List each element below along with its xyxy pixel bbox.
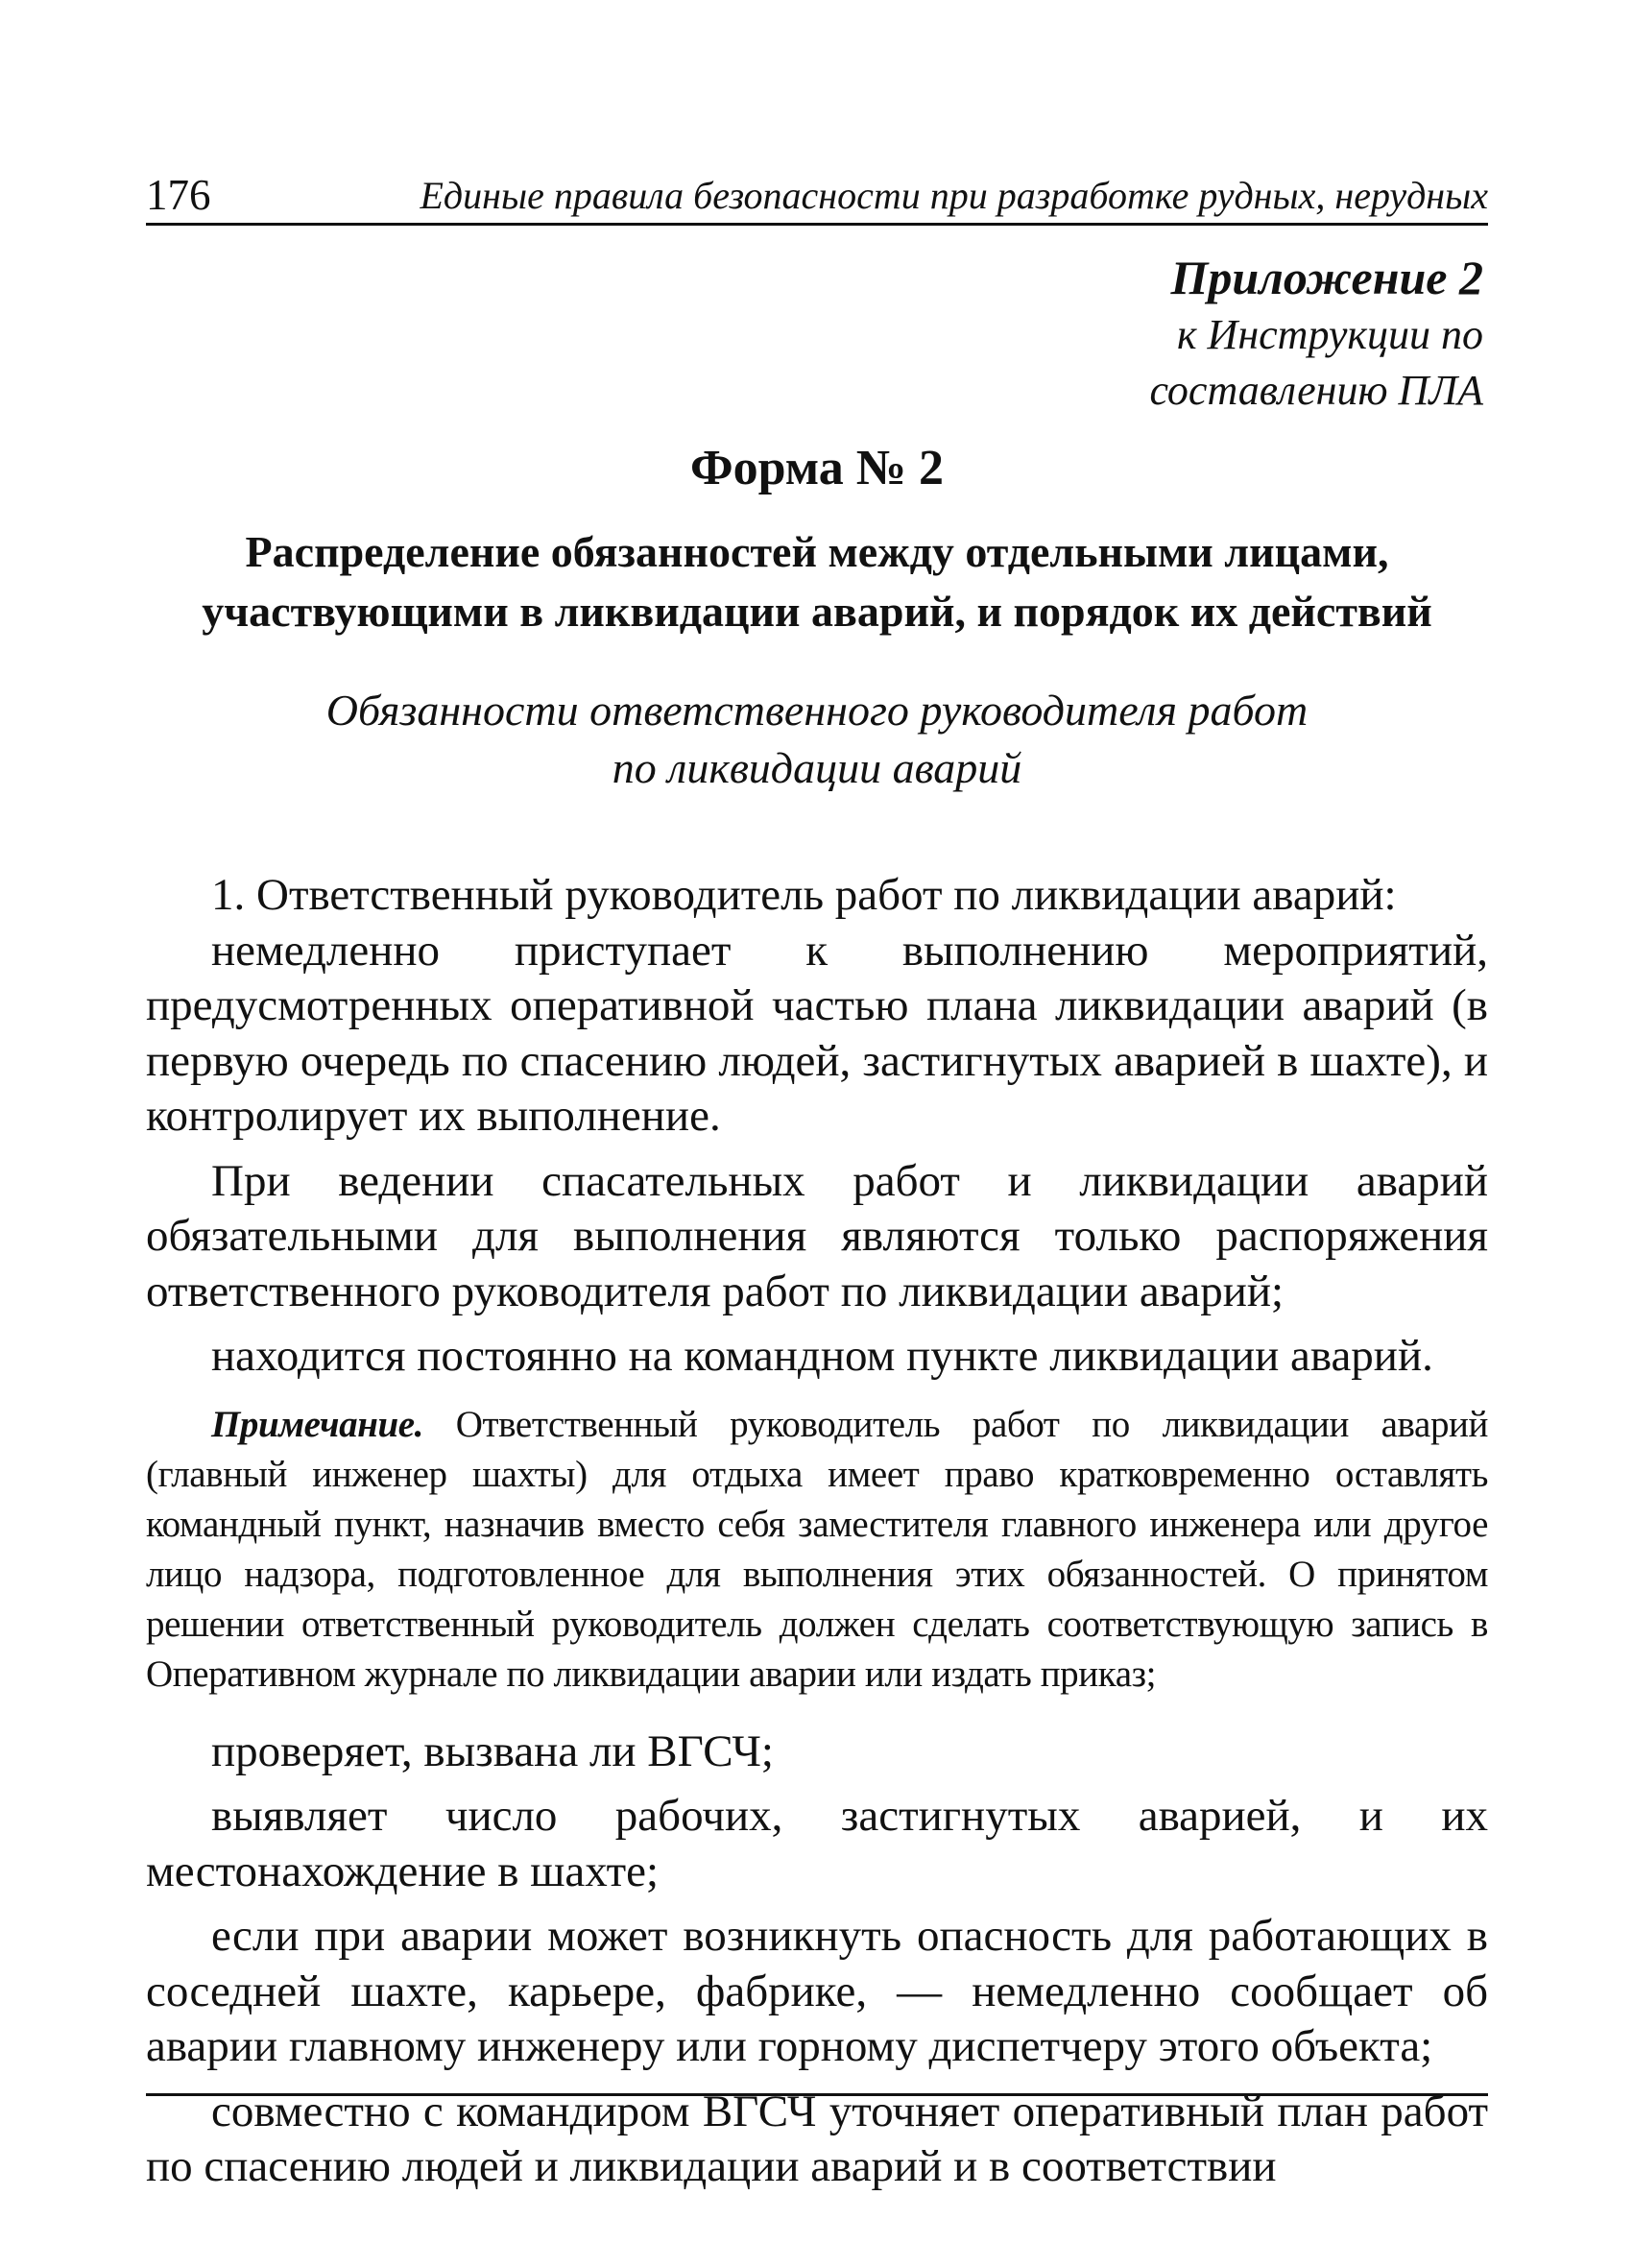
appendix-title: Приложение 2 <box>1170 251 1483 304</box>
paragraph-3: При ведении спасательных работ и ликвидации аварий обязательными для выполнения являются только распоряжения ответственного руководителя работ по ликвидации аварий; <box>146 1155 1488 1316</box>
note-text: Ответственный руководитель работ по ликвидации аварий (главный инженер шахты) для отдыха имеет право кратковременно оставлять командный пункт, назначив вместо себя заместителя главного инженера или другое лицо надзора, подготовленное для выполнения этих обязанностей. О принятом решении ответственный руководитель должен сделать соответствующую запись в Оперативном журнале по ликвидации аварии или издать приказ; <box>146 1403 1488 1695</box>
appendix-line-2: составлению ПЛА <box>1149 367 1483 414</box>
main-heading <box>146 522 1488 641</box>
subheading-line-2: по ликвидации аварий <box>612 743 1022 792</box>
footer-rule <box>146 2093 1488 2096</box>
running-title: Единые правила безопасности при разработке рудных, нерудных <box>420 174 1488 217</box>
body-text <box>146 868 1488 2195</box>
paragraph-2: немедленно приступает к выполнению мероприятий, предусмотренных оперативной частью плана ликвидации аварий (в первую очередь по спасению людей, застигнутых аварией в шахте), и контролирует их выполнение. <box>146 925 1488 1141</box>
subheading-line-1: Обязанности ответственного руководителя работ <box>325 686 1309 735</box>
paragraph-8: совместно с командиром ВГСЧ уточняет оперативный план работ по спасению людей и ликвидации аварий и в соответствии <box>146 2086 1488 2191</box>
paragraph-1: 1. Ответственный руководитель работ по ликвидации аварий: <box>211 870 1397 920</box>
main-heading-line-2: участвующими в ликвидации аварий, и порядок их действий <box>202 587 1432 636</box>
appendix-label <box>1150 248 1484 419</box>
form-title: Форма № 2 <box>689 441 945 495</box>
appendix-line-1: к Инструкции по <box>1176 311 1483 358</box>
note <box>146 1400 1488 1700</box>
page-header <box>146 169 1488 226</box>
page-number: 176 <box>146 171 211 219</box>
paragraph-6: выявляет число рабочих, застигнутых аварией, и их местонахождение в шахте; <box>146 1791 1488 1896</box>
paragraph-5: проверяет, вызвана ли ВГСЧ; <box>211 1725 774 1776</box>
section-subheading <box>146 682 1488 797</box>
note-label: Примечание. <box>211 1403 424 1445</box>
paragraph-7: если при аварии может возникнуть опасность для работающих в соседней шахте, карьере, фабрике, — немедленно сообщает об аварии главному инженеру или горному диспетчеру этого объекта; <box>146 1911 1488 2071</box>
paragraph-4: находится постоянно на командном пункте ликвидации аварий. <box>211 1331 1433 1381</box>
main-heading-line-1: Распределение обязанностей между отдельными лицами, <box>245 527 1389 576</box>
